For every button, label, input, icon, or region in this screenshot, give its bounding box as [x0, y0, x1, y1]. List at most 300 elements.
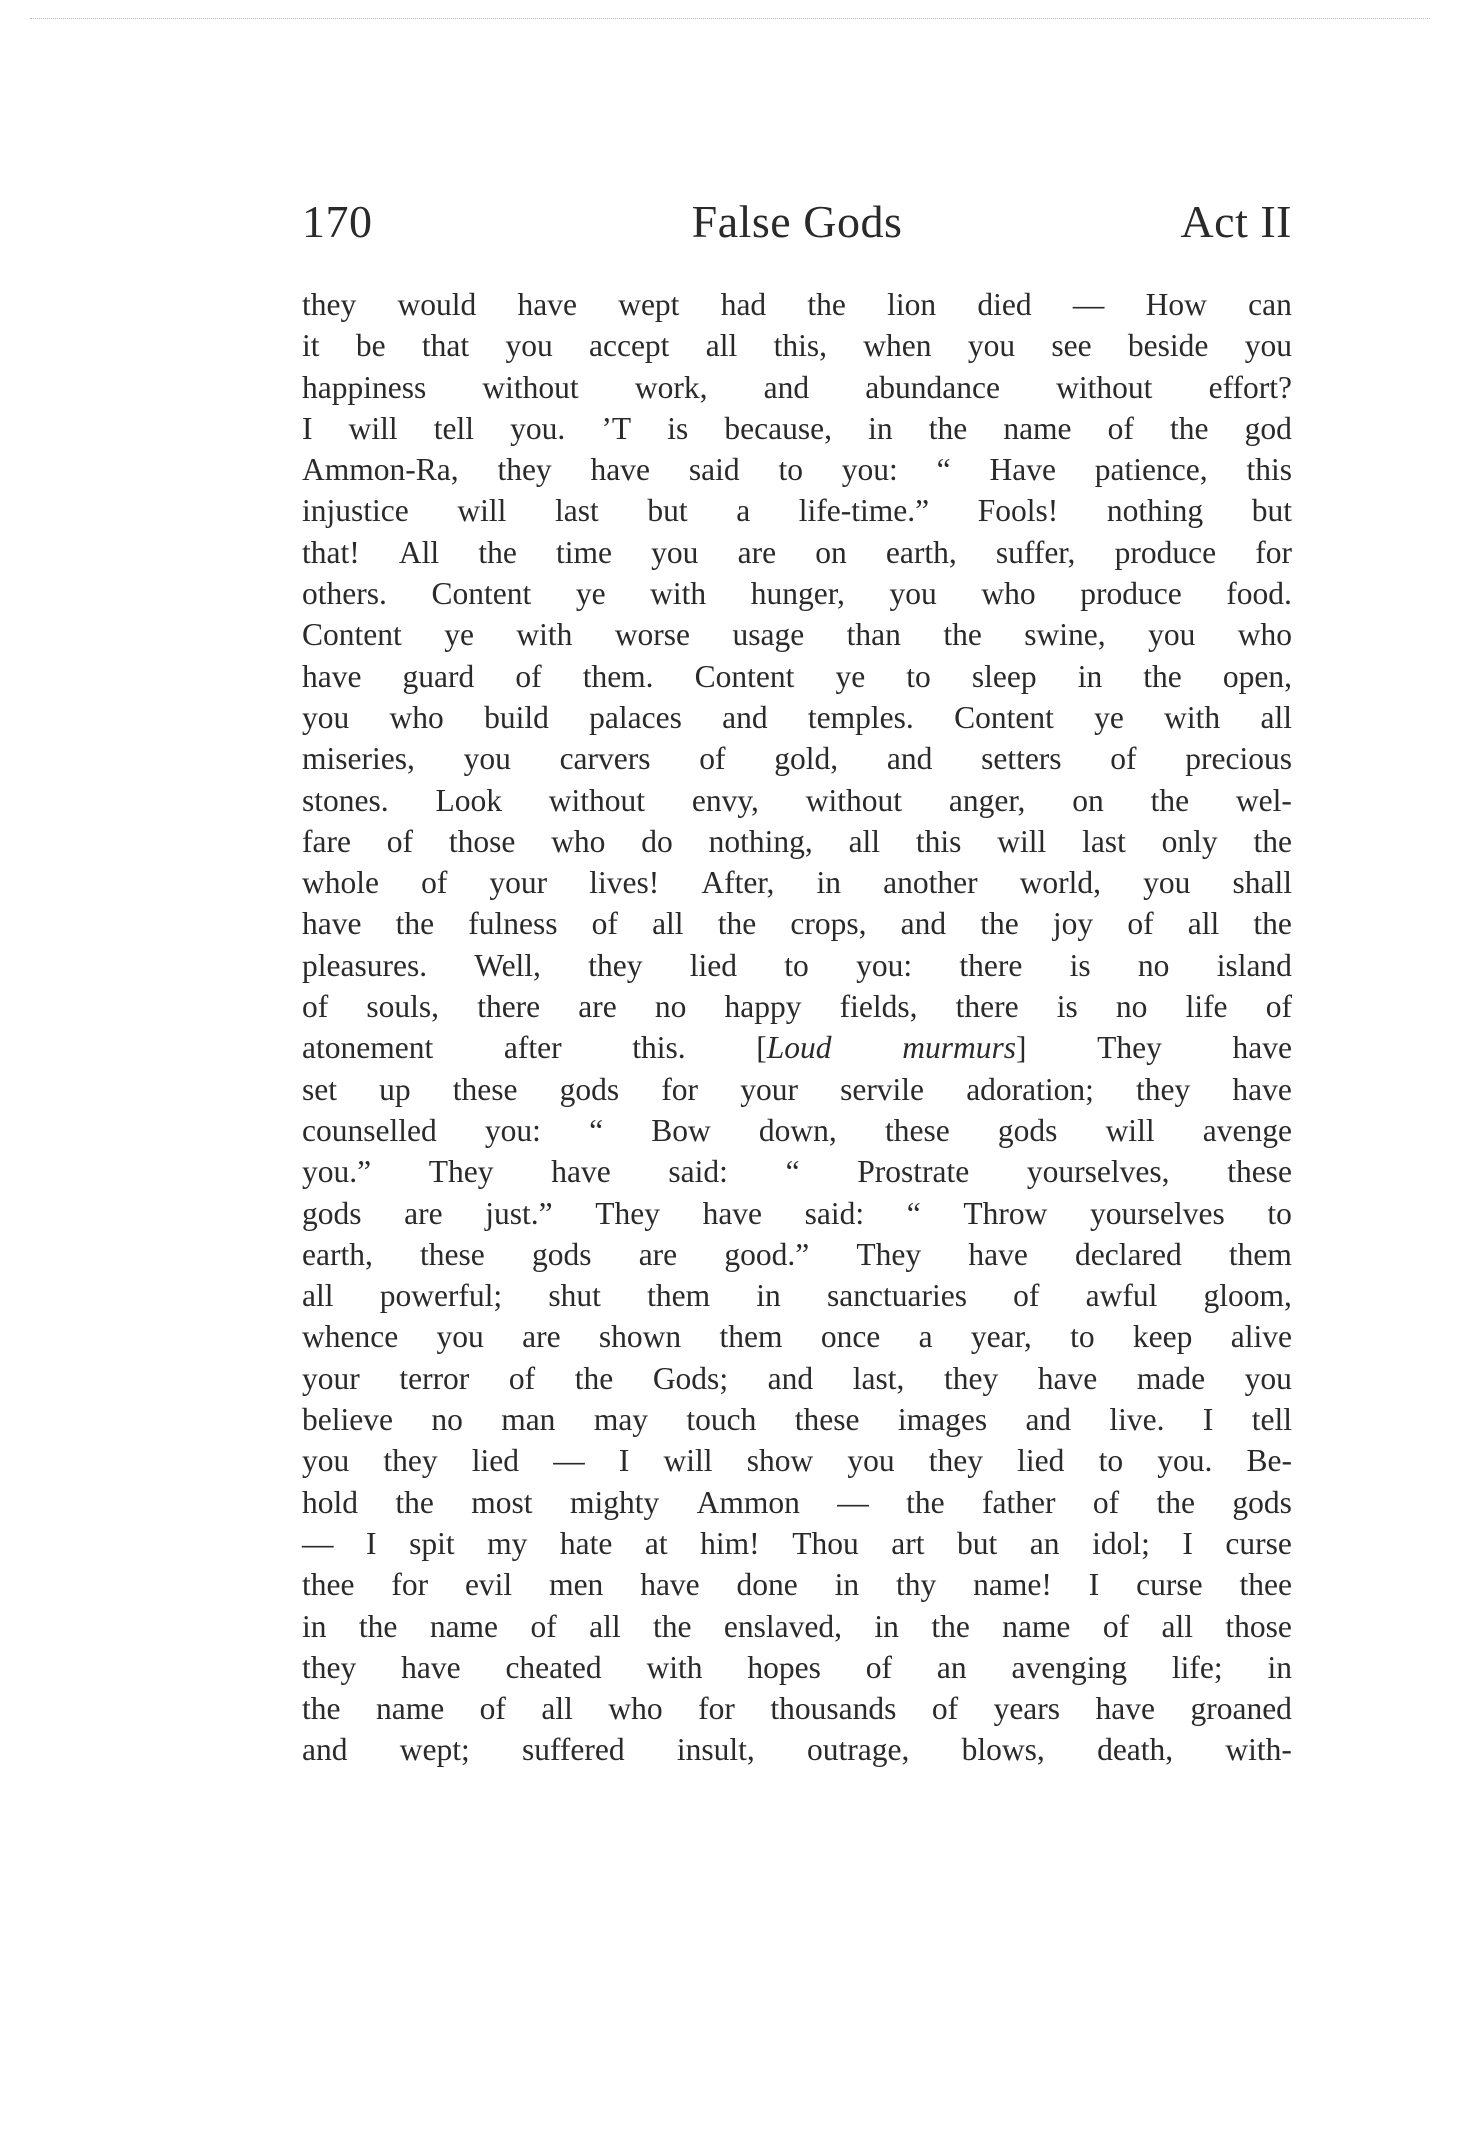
text-word: Content — [694, 658, 795, 694]
text-word: fulness — [468, 906, 558, 942]
text-word: all — [1187, 906, 1220, 942]
text-word: last — [554, 493, 599, 529]
page-number: 170 — [302, 196, 373, 247]
text-word: curse — [1225, 1525, 1292, 1561]
text-line — [302, 532, 1292, 573]
text-line — [302, 1440, 1292, 1481]
text-word: there — [477, 989, 541, 1025]
text-word: no — [1137, 947, 1170, 983]
book-title: False Gods — [691, 196, 903, 247]
text-word: of — [1092, 1484, 1120, 1520]
text-word: tell — [433, 410, 475, 446]
text-word: of — [865, 1649, 893, 1685]
text-word: them. — [582, 658, 654, 694]
text-word: work, — [634, 369, 708, 405]
text-line — [302, 945, 1292, 986]
text-word: lied — [689, 947, 737, 983]
text-word: all — [589, 1608, 621, 1644]
text-word: have — [968, 1236, 1028, 1272]
text-word: be — [355, 328, 386, 364]
text-line — [302, 284, 1292, 325]
text-word: happiness — [302, 369, 427, 405]
text-word: Have — [989, 452, 1056, 488]
text-word: happy — [724, 989, 802, 1025]
text-word: may — [593, 1402, 649, 1438]
text-word: you — [1148, 617, 1196, 653]
text-word: I — [302, 410, 313, 446]
text-word: gods — [559, 1071, 620, 1107]
text-word: will — [663, 1443, 713, 1479]
text-word: keep — [1132, 1319, 1193, 1355]
text-word: abundance — [865, 369, 1000, 405]
text-word: the — [1156, 1484, 1195, 1520]
text-word: life; — [1171, 1649, 1223, 1685]
text-line — [302, 1606, 1292, 1647]
text-word: curse — [1136, 1567, 1203, 1603]
text-word: in — [834, 1567, 860, 1603]
text-word: because, — [724, 410, 832, 446]
text-word: without — [805, 782, 903, 818]
text-word: hold — [302, 1484, 359, 1520]
text-word: you — [505, 328, 553, 364]
text-word: your — [302, 1360, 360, 1396]
text-word: world, — [1019, 865, 1102, 901]
text-word: up — [379, 1071, 411, 1107]
text-word: to — [1070, 1319, 1095, 1355]
text-word: the — [653, 1608, 692, 1644]
text-word: believe — [302, 1402, 393, 1438]
text-line — [302, 1358, 1292, 1399]
text-line — [302, 656, 1292, 697]
text-word: have — [590, 452, 650, 488]
text-word: with — [646, 1649, 703, 1685]
text-word: They — [595, 1195, 660, 1231]
text-word: name — [429, 1608, 499, 1644]
text-word: on — [815, 534, 847, 570]
text-word: all — [1260, 699, 1292, 735]
text-line — [302, 1110, 1292, 1151]
act-label: Act II — [1180, 196, 1292, 247]
text-word: you: — [856, 947, 913, 983]
text-word: accept — [589, 328, 670, 364]
text-word: in — [302, 1608, 327, 1644]
text-word: powerful; — [379, 1278, 503, 1314]
text-word: of — [386, 823, 414, 859]
text-word: food. — [1226, 576, 1292, 612]
text-word: years — [993, 1691, 1061, 1727]
text-word: Content — [302, 617, 402, 653]
text-word: “ — [589, 1112, 604, 1148]
text-word: They — [856, 1236, 922, 1272]
text-word: no — [1115, 989, 1148, 1025]
text-word: but — [1251, 493, 1292, 529]
text-word: lied — [1017, 1443, 1065, 1479]
text-line — [302, 1523, 1292, 1564]
text-word: worse — [614, 617, 691, 653]
text-word: have — [1037, 1360, 1098, 1396]
text-word: death, — [1097, 1732, 1174, 1768]
text-word: will — [348, 410, 398, 446]
text-word: and — [886, 741, 933, 777]
text-word: suffer, — [995, 534, 1076, 570]
text-line — [302, 1234, 1292, 1275]
text-word: setters — [981, 741, 1062, 777]
text-word: god — [1244, 410, 1292, 446]
text-word: life — [1185, 989, 1228, 1025]
text-word: a — [918, 1319, 933, 1355]
text-word: thy — [896, 1567, 937, 1603]
text-word: Well, — [474, 947, 541, 983]
text-word: enslaved, — [723, 1608, 842, 1644]
text-word: is — [1056, 989, 1078, 1025]
text-word: have — [302, 658, 362, 694]
text-word: without — [482, 369, 579, 405]
text-word: to — [1267, 1195, 1292, 1231]
text-word: a — [736, 493, 751, 529]
text-word: guard — [402, 658, 475, 694]
text-word: who — [608, 1691, 663, 1727]
text-word: gods — [997, 1112, 1058, 1148]
text-word: all — [302, 1278, 334, 1314]
text-word: father — [982, 1484, 1056, 1520]
text-word: that! — [302, 534, 360, 570]
text-word: will — [1105, 1112, 1155, 1148]
text-word: to — [784, 947, 809, 983]
text-word: name! — [973, 1567, 1052, 1603]
text-word: last, — [852, 1360, 905, 1396]
text-word: the — [931, 1608, 970, 1644]
text-word: images — [897, 1402, 988, 1438]
text-line — [302, 490, 1292, 531]
text-word: to — [906, 658, 931, 694]
text-word: no — [431, 1402, 463, 1438]
text-word: avenge — [1202, 1112, 1292, 1148]
text-word: name — [1002, 1608, 1071, 1644]
text-word: all — [1161, 1608, 1193, 1644]
text-word: you: — [841, 452, 898, 488]
text-word: this, — [773, 328, 827, 364]
text-word: they — [588, 947, 643, 983]
text-word: they — [302, 287, 357, 322]
text-word: Prostrate — [857, 1154, 970, 1190]
text-word: for — [1255, 534, 1292, 570]
text-line — [302, 1193, 1292, 1234]
text-word: thee — [1239, 1567, 1292, 1603]
text-word: done — [736, 1567, 798, 1603]
text-word: your — [489, 865, 548, 901]
text-word: ye — [835, 658, 866, 694]
text-word: once — [820, 1319, 881, 1355]
text-word: All — [398, 534, 440, 570]
text-word: on — [1072, 782, 1104, 818]
text-line — [302, 903, 1292, 944]
text-line — [302, 738, 1292, 779]
text-word: “ — [785, 1154, 800, 1190]
text-word: to — [1098, 1443, 1124, 1479]
text-word: you — [302, 1443, 350, 1479]
text-word: nothing, — [708, 823, 813, 859]
text-word: at — [644, 1525, 668, 1561]
text-word: just.” — [485, 1195, 553, 1231]
text-word: you — [967, 328, 1016, 364]
text-word: They — [428, 1154, 494, 1190]
text-word: ’T — [601, 410, 632, 446]
text-word: [Loud — [756, 1030, 832, 1066]
text-word: will — [997, 823, 1047, 859]
text-word: of — [421, 865, 448, 901]
text-word: fare — [302, 823, 351, 859]
text-word: and — [302, 1732, 348, 1768]
text-word: Bow — [651, 1112, 711, 1148]
text-word: the — [928, 410, 968, 446]
text-word: for — [661, 1071, 699, 1107]
text-word: most — [471, 1484, 533, 1520]
text-word: effort? — [1208, 369, 1292, 405]
text-line — [302, 408, 1292, 449]
text-word: of — [699, 741, 726, 777]
text-word: the — [574, 1360, 614, 1396]
text-word: of — [931, 1691, 959, 1727]
text-word: them — [1228, 1236, 1292, 1272]
text-word: yourselves — [1090, 1195, 1225, 1231]
text-word: ] — [1015, 1030, 1027, 1066]
text-word: for — [698, 1691, 735, 1727]
text-word: all — [541, 1691, 573, 1727]
text-word: of — [1110, 741, 1137, 777]
text-word: blows, — [961, 1732, 1045, 1768]
text-word: Content — [431, 576, 532, 612]
text-word: — — [553, 1443, 585, 1479]
text-word: life-time.” — [798, 493, 930, 529]
text-word: the — [906, 1484, 945, 1520]
text-word: “ — [936, 452, 951, 488]
text-word: who — [551, 823, 606, 859]
text-word: you — [847, 1443, 895, 1479]
text-word: have — [1232, 1071, 1292, 1107]
text-word: wept; — [399, 1732, 470, 1768]
text-word: my — [487, 1525, 528, 1561]
text-word: said — [688, 452, 740, 488]
text-word: they — [383, 1443, 438, 1479]
text-word: of — [1265, 989, 1292, 1025]
text-word: it — [302, 328, 320, 364]
text-word: spit — [409, 1525, 455, 1561]
text-word: these — [794, 1402, 860, 1438]
text-word: that — [421, 328, 470, 364]
text-word: touch — [686, 1402, 757, 1438]
text-line — [302, 449, 1292, 490]
text-word: of — [1013, 1278, 1040, 1314]
text-word: — — [302, 1525, 334, 1561]
text-word: joy — [1052, 906, 1094, 942]
text-word: beside — [1127, 328, 1209, 364]
text-word: and — [763, 369, 810, 405]
text-word: the — [717, 906, 757, 942]
text-word: in — [1077, 658, 1103, 694]
text-word: an — [936, 1649, 967, 1685]
text-line — [302, 780, 1292, 821]
text-word: wept — [618, 287, 680, 322]
text-word: you — [1244, 1360, 1292, 1396]
text-word: of — [515, 658, 542, 694]
text-word: avenging — [1011, 1649, 1127, 1685]
text-word: I — [618, 1443, 630, 1479]
text-word: souls, — [366, 989, 440, 1025]
text-word: the — [1150, 782, 1190, 818]
text-line — [302, 1688, 1292, 1729]
text-word: of — [302, 989, 329, 1025]
text-word: the — [1253, 823, 1292, 859]
text-word: patience, — [1094, 452, 1208, 488]
text-word: the — [302, 1691, 341, 1727]
text-word: there — [955, 989, 1019, 1025]
text-word: is — [1069, 947, 1091, 983]
text-word: adoration; — [966, 1071, 1094, 1107]
text-word: I — [1202, 1402, 1214, 1438]
text-word: you. — [1157, 1443, 1213, 1479]
text-word: After, — [701, 865, 775, 901]
text-word: set — [302, 1071, 337, 1107]
text-word: Fools! — [977, 493, 1059, 529]
text-word: they — [928, 1443, 983, 1479]
text-word: to — [778, 452, 803, 488]
text-word: had — [720, 287, 767, 322]
text-word: time — [556, 534, 612, 570]
text-word: Thou — [792, 1525, 859, 1561]
text-word: carvers — [559, 741, 651, 777]
text-word: the — [1253, 906, 1292, 942]
text-word: fields, — [839, 989, 918, 1025]
text-word: pleasures. — [302, 947, 428, 983]
text-word: Ammon-Ra, — [302, 452, 459, 488]
text-word: but — [647, 493, 688, 529]
text-word: with — [1164, 699, 1221, 735]
text-word: shut — [548, 1278, 601, 1314]
text-word: have — [702, 1195, 763, 1231]
text-word: they — [1136, 1071, 1191, 1107]
text-word: of — [591, 906, 618, 942]
text-word: with- — [1225, 1732, 1292, 1768]
text-word: the — [395, 1484, 434, 1520]
body-text — [302, 284, 1292, 1771]
text-word: they — [497, 452, 552, 488]
text-word: year, — [970, 1319, 1032, 1355]
text-word: lion — [887, 287, 937, 322]
text-word: the — [395, 906, 435, 942]
text-line — [302, 573, 1292, 614]
text-word: swine, — [1024, 617, 1106, 653]
text-line — [302, 1027, 1292, 1068]
text-word: shown — [598, 1319, 682, 1355]
text-word: are — [737, 534, 777, 570]
text-word: usage — [732, 617, 805, 653]
text-word: suffered — [522, 1732, 625, 1768]
text-word: awful — [1085, 1278, 1158, 1314]
text-line — [302, 1275, 1292, 1316]
text-word: thousands — [770, 1691, 897, 1727]
text-word: palaces — [589, 699, 682, 735]
text-word: the — [807, 287, 846, 322]
text-word: counselled — [302, 1112, 437, 1148]
text-word: are — [404, 1195, 443, 1231]
text-word: said: — [804, 1195, 865, 1231]
text-line — [302, 1151, 1292, 1192]
text-word: last — [1082, 823, 1126, 859]
running-head — [302, 194, 1292, 250]
text-word: “ — [906, 1195, 921, 1231]
text-line — [302, 862, 1292, 903]
text-word: all — [652, 906, 684, 942]
text-word: they — [302, 1649, 357, 1685]
text-word: produce — [1114, 534, 1217, 570]
text-word: made — [1136, 1360, 1206, 1396]
text-word: of — [508, 1360, 536, 1396]
text-word: your — [740, 1071, 798, 1107]
text-word: but — [957, 1525, 998, 1561]
text-line — [302, 697, 1292, 738]
text-word: these — [452, 1071, 518, 1107]
text-word: those — [1225, 1608, 1292, 1644]
text-word: do — [641, 823, 673, 859]
text-line — [302, 1564, 1292, 1605]
text-word: terror — [399, 1360, 470, 1396]
text-word: another — [883, 865, 978, 901]
text-word: with — [650, 576, 707, 612]
text-word: who — [389, 699, 444, 735]
text-word: whole — [302, 865, 379, 901]
text-word: Look — [435, 782, 502, 818]
text-word: gold, — [774, 741, 839, 777]
text-word: murmurs — [902, 1030, 1016, 1066]
text-word: How — [1145, 287, 1207, 322]
text-word: these — [420, 1236, 485, 1272]
text-word: groaned — [1190, 1691, 1292, 1727]
text-word: see — [1051, 328, 1092, 364]
text-word: these — [884, 1112, 950, 1148]
text-word: this — [1246, 452, 1292, 488]
text-word: them — [647, 1278, 711, 1314]
text-word: without — [548, 782, 646, 818]
text-word: this. — [632, 1030, 686, 1066]
text-word: Content — [954, 699, 1054, 735]
text-word: are — [578, 989, 617, 1025]
text-word: man — [501, 1402, 556, 1438]
text-word: open, — [1222, 658, 1292, 694]
text-word: hopes — [747, 1649, 821, 1685]
text-word: you — [1244, 328, 1292, 364]
text-word: mighty — [569, 1484, 660, 1520]
text-word: and — [1025, 1402, 1071, 1438]
text-word: outrage, — [807, 1732, 910, 1768]
text-word: whence — [302, 1319, 399, 1355]
text-word: the — [358, 1608, 398, 1644]
text-word: will — [457, 493, 507, 529]
text-word: only — [1161, 823, 1218, 859]
text-word: there — [959, 947, 1023, 983]
text-word: the — [943, 617, 982, 653]
text-word: Gods; — [652, 1360, 729, 1396]
text-word: I — [1182, 1525, 1193, 1561]
text-word: ye — [575, 576, 606, 612]
text-word: gods — [531, 1236, 592, 1272]
text-word: anger, — [948, 782, 1026, 818]
text-word: in — [756, 1278, 781, 1314]
text-word: in — [1267, 1649, 1292, 1685]
text-word: crops, — [790, 906, 867, 942]
text-word: down, — [758, 1112, 837, 1148]
text-word: yourselves, — [1026, 1154, 1170, 1190]
text-word: name — [1003, 410, 1072, 446]
